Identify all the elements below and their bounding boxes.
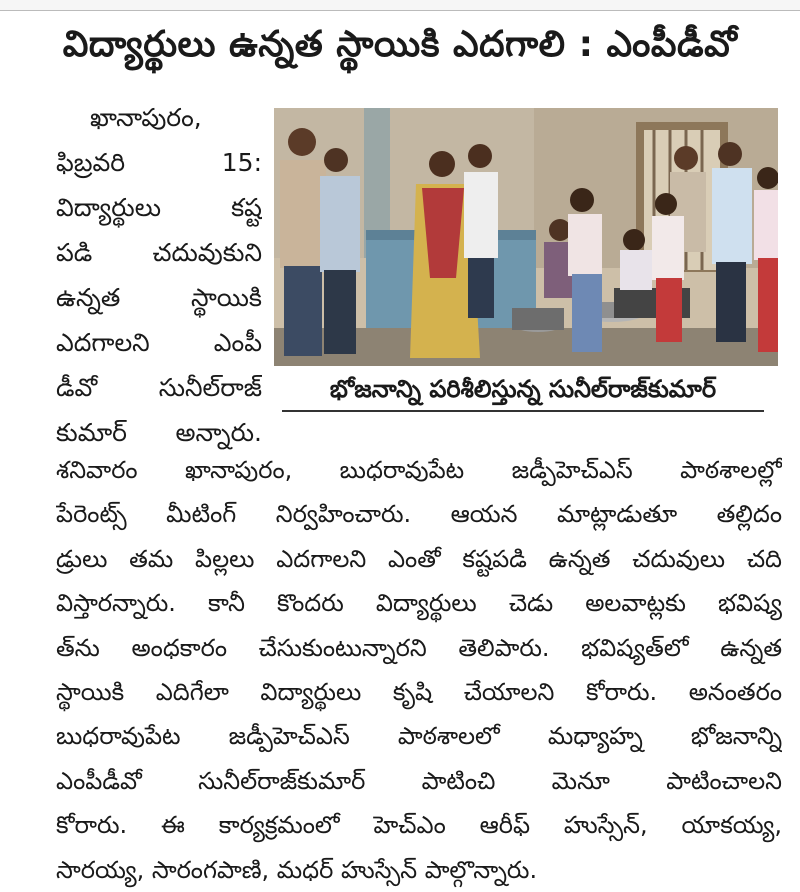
photo-illustration — [274, 108, 778, 366]
body-line: పడి చదువుకుని — [56, 238, 262, 267]
body-line: ఎదగాలని ఎంపీ — [56, 328, 262, 357]
article-text-wide-column — [56, 448, 782, 892]
clipped-previous-article-strip — [0, 0, 800, 11]
body-line: విస్తారన్నారు. కానీ కొందరు విద్యార్థులు చెడు అలవాట్లకు భవిష్య — [56, 589, 782, 618]
dateline-line: ఖానాపురం, — [90, 103, 202, 132]
body-line: శనివారం ఖానాపురం, బుధరావుపేట జడ్పీహెచ్‌ఎస్ పాఠశాలల్లో — [56, 456, 782, 484]
body-line: బుధరావుపేట జడ్పీహెచ్‌ఎస్ పాఠశాలలో మధ్యాహ్న భోజనాన్ని — [56, 722, 782, 751]
article-text-narrow-column — [56, 95, 262, 455]
body-line: డ్రులు తమ పిల్లలు ఎదగాలని ఎంతో కష్టపడి ఉన్నత చదువులు చది — [56, 544, 782, 573]
article-headline: విద్యార్థులు ఉన్నత స్థాయికి ఎదగాలి : ఎంపీడీవో — [62, 24, 738, 65]
body-line: కుమార్ అన్నారు. — [56, 418, 262, 447]
body-line: ఉన్నత స్థాయికి — [56, 283, 262, 312]
body-line: కోరారు. ఈ కార్యక్రమంలో హెచ్‌ఎం ఆరీఫ్ హుస్సేన్, యాకయ్య, — [56, 811, 782, 840]
body-line: ఎంపీడీవో సునీల్‌రాజ్‌కుమార్ పాటించి మెనూ పాటించాలని — [56, 766, 782, 795]
body-line: పేరెంట్స్ మీటింగ్ నిర్వహించారు. ఆయన మాట్లాడుతూ తల్లిదం — [56, 500, 782, 529]
body-line: త్‌ను అంధకారం చేసుకుంటున్నారని తెలిపారు. భవిష్యత్‌లో ఉన్నత — [56, 633, 782, 662]
body-line: డీవో సునీల్‌రాజ్ — [56, 373, 262, 402]
body-line: స్థాయికి ఎదిగేలా విద్యార్థులు కృషి చేయాలని కోరారు. అనంతరం — [56, 678, 782, 707]
body-line: సారయ్య, సారంగపాణి, మధర్ హుస్సేన్ పాల్గొన్నారు. — [56, 855, 538, 884]
dateline-date-line: ఫిబ్రవరి 15: — [56, 148, 262, 177]
news-photo — [274, 108, 778, 366]
photo-caption: భోజనాన్ని పరిశీలిస్తున్న సునీల్‌రాజ్‌కుమార్ — [282, 368, 764, 412]
body-line: విద్యార్థులు కష్ట — [56, 193, 262, 222]
